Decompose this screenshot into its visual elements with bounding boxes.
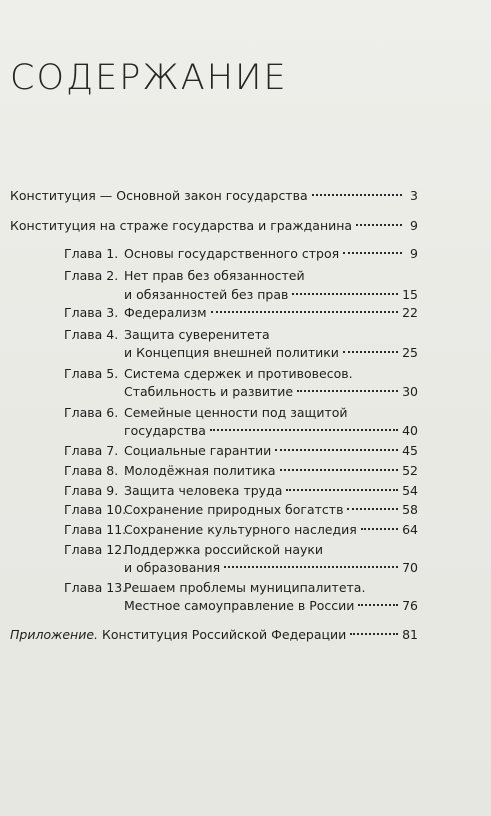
toc-entry-text: Конституция — Основной закон государства [10, 188, 308, 203]
toc-entry-text: Сохранение природных богатств [124, 502, 344, 517]
chapter-label: Глава 12. [64, 542, 127, 557]
toc-entry[interactable] [124, 287, 418, 303]
toc-page-number: 58 [402, 502, 418, 517]
toc-page-number: 52 [402, 463, 418, 478]
dot-leaders [286, 489, 398, 491]
toc-page-number: 30 [402, 384, 418, 399]
chapter-label: Глава 5. [64, 366, 119, 381]
toc-page-number: 9 [410, 218, 418, 233]
toc-page-number: 22 [402, 305, 418, 320]
toc-entry-text: Сохранение культурного наследия [124, 522, 357, 537]
dot-leaders [292, 293, 398, 295]
toc-entry-text: Местное самоуправление в России [124, 598, 355, 613]
toc-entry-text: Стабильность и развитие [124, 384, 294, 399]
chapter-label: Глава 10. [64, 502, 127, 517]
dot-leaders [356, 224, 402, 226]
dot-leaders [224, 566, 398, 568]
dot-leaders [297, 390, 398, 392]
toc-entry-text: и обязанностей без прав [124, 287, 289, 302]
toc-page-number: 54 [402, 483, 418, 498]
dot-leaders [361, 528, 398, 530]
toc-page-number: 15 [402, 287, 418, 302]
dot-leaders [280, 469, 399, 471]
toc-page-number: 25 [402, 345, 418, 360]
dot-leaders [275, 449, 398, 451]
dot-leaders [347, 508, 398, 510]
toc-page-number: 76 [402, 598, 418, 613]
toc-entry-text: и образования [124, 560, 221, 575]
dot-leaders [358, 604, 398, 606]
chapter-label: Глава 3. [64, 305, 119, 320]
toc-entry-text: и Концепция внешней политики [124, 345, 339, 360]
toc-page-number: 9 [410, 246, 418, 261]
toc-page-number: 3 [410, 188, 418, 203]
chapter-label: Глава 4. [64, 327, 119, 342]
toc-entry-text: Молодёжная политика [124, 463, 276, 478]
chapter-label: Глава 13. [64, 580, 127, 595]
chapter-label: Глава 9. [64, 483, 119, 498]
toc-page-number: 45 [402, 443, 418, 458]
toc-page-number: 70 [402, 560, 418, 575]
toc-entry[interactable] [124, 560, 418, 576]
chapter-label: Глава 7. [64, 443, 119, 458]
toc-page-number: 81 [402, 627, 418, 642]
toc-page-number: 40 [402, 423, 418, 438]
chapter-label: Глава 1. [64, 246, 119, 261]
toc-entry[interactable] [124, 345, 418, 361]
toc-entry[interactable] [124, 384, 418, 400]
toc-entry-text[interactable]: Защита суверенитета [124, 327, 270, 342]
toc-entry[interactable] [10, 218, 418, 234]
toc-entry[interactable] [124, 598, 418, 614]
toc-entry[interactable] [124, 463, 418, 479]
chapter-label: Глава 2. [64, 268, 119, 283]
toc-entry-text: Федерализм [124, 305, 207, 320]
dot-leaders [343, 252, 402, 254]
toc-entry-text: государства [124, 423, 206, 438]
toc-entry-text: Конституция Российской Федерации [102, 627, 347, 642]
dot-leaders [350, 633, 398, 635]
chapter-label: Глава 6. [64, 405, 119, 420]
dot-leaders [343, 351, 398, 353]
appendix-prefix: Приложение. [10, 627, 99, 642]
toc-entry-text[interactable]: Семейные ценности под защитой [124, 405, 348, 420]
toc-entry-text[interactable]: Система сдержек и противовесов. [124, 366, 353, 381]
toc-entry[interactable] [124, 443, 418, 459]
toc-entry-appendix[interactable] [10, 627, 418, 643]
toc-entry-text: Защита человека труда [124, 483, 283, 498]
dot-leaders [312, 194, 402, 196]
toc-entry[interactable] [124, 483, 418, 499]
toc-entry-text: Социальные гарантии [124, 443, 272, 458]
toc-entry-text[interactable]: Нет прав без обязанностей [124, 268, 305, 283]
chapter-label: Глава 8. [64, 463, 119, 478]
toc-page-number: 64 [402, 522, 418, 537]
toc-entry-text: Основы государственного строя [124, 246, 340, 261]
toc-entry[interactable] [124, 246, 418, 262]
dot-leaders [211, 311, 399, 313]
toc-entry[interactable] [124, 305, 418, 321]
chapter-label: Глава 11. [64, 522, 127, 537]
toc-entry[interactable] [124, 522, 418, 538]
toc-entry[interactable] [124, 502, 418, 518]
toc-entry[interactable] [124, 423, 418, 439]
toc-entry-text[interactable]: Поддержка российской науки [124, 542, 324, 557]
toc-entry[interactable] [10, 188, 418, 204]
toc-entry-text: Конституция на страже государства и гражданина [10, 218, 353, 233]
dot-leaders [210, 429, 398, 431]
page-title: СОДЕРЖАНИЕ [10, 58, 288, 98]
toc-entry-text[interactable]: Решаем проблемы муниципалитета. [124, 580, 366, 595]
